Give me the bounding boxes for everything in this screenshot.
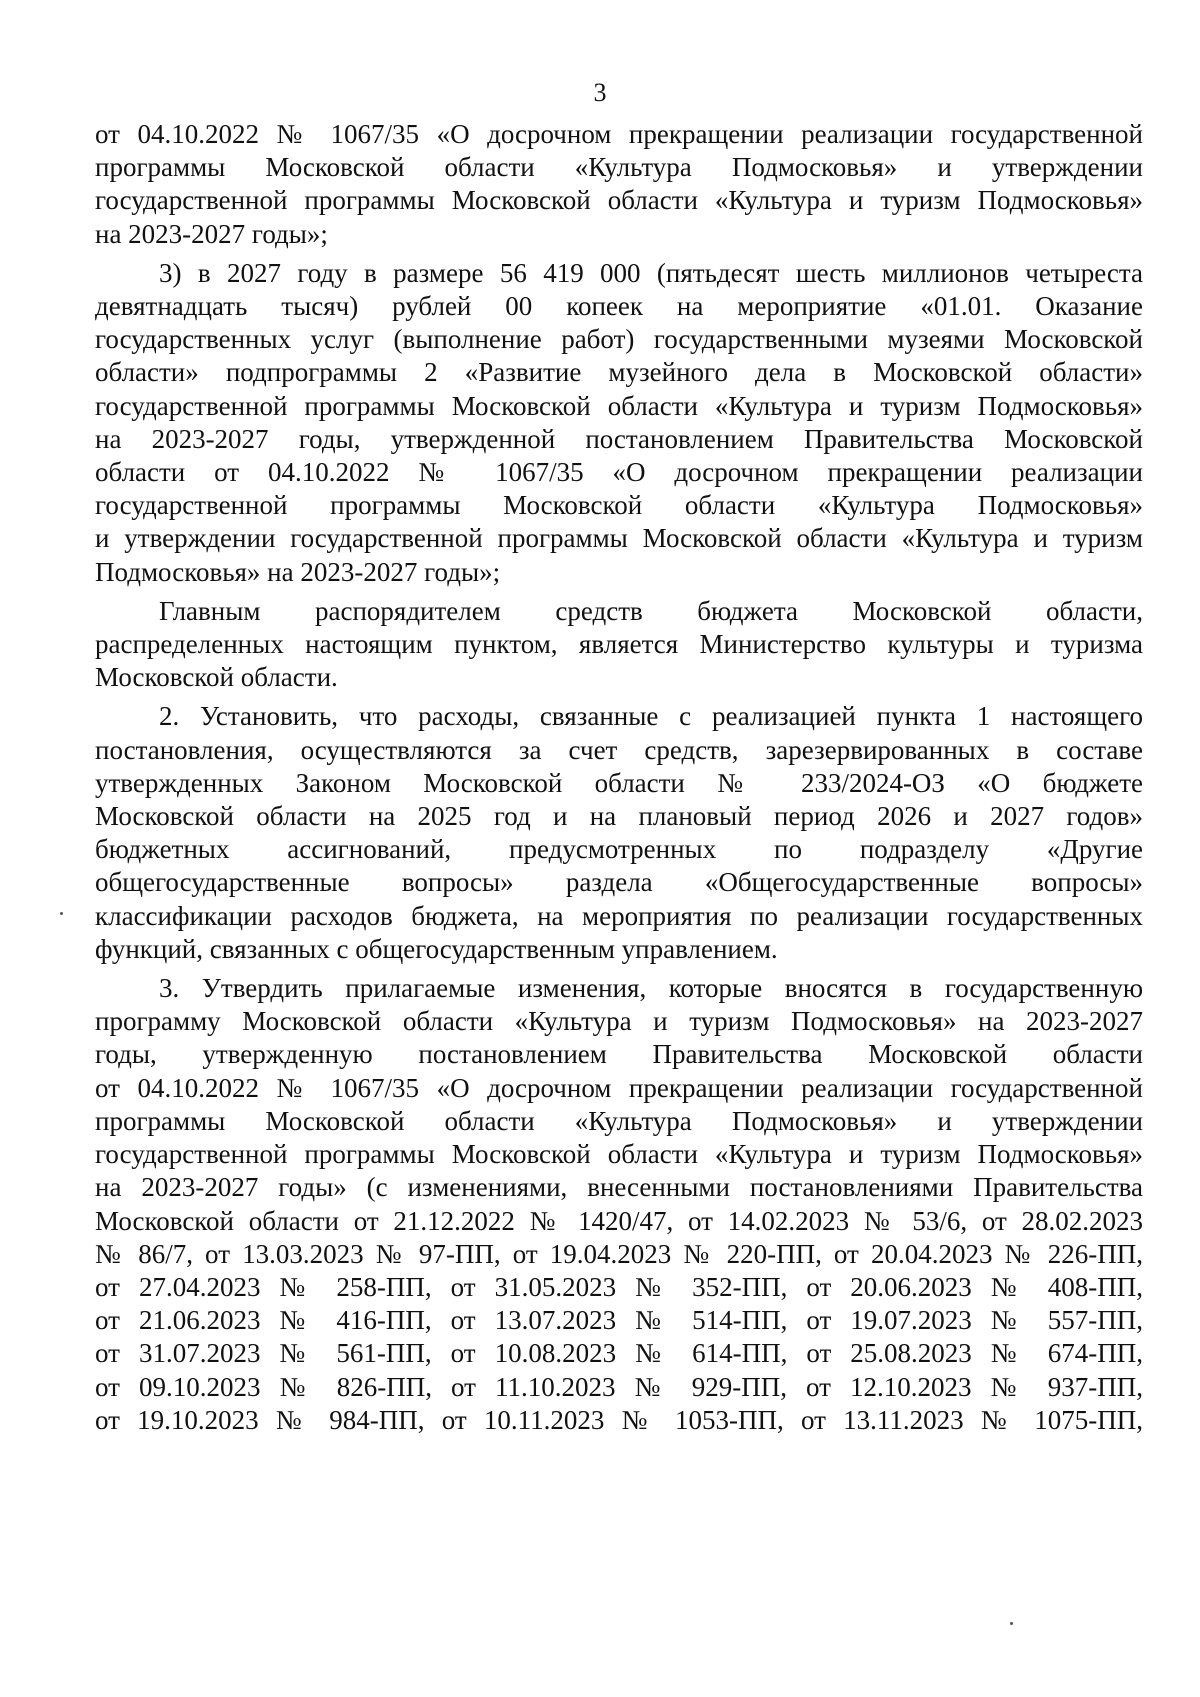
page-number: 3 <box>593 78 607 107</box>
text-line: постановления, осуществляются за счет средств, зарезервированных в составе <box>95 734 1143 765</box>
scan-speck <box>1010 1622 1013 1625</box>
paragraph-clause-3 <box>95 972 1143 1437</box>
text-line: государственных услуг (выполнение работ) государственными музеями Московской <box>95 324 1143 355</box>
text-line: на 2023-2027 годы» (с изменениями, внесенными постановлениями Правительства <box>95 1172 1143 1203</box>
text-line: от 09.10.2023 № 826-ПП, от 11.10.2023 № 929-ПП, от 12.10.2023 № 937-ПП, <box>95 1371 1143 1402</box>
paragraph-continuation <box>95 118 1143 251</box>
text-line: государственной программы Московской области «Культура и туризм Подмосковья» <box>95 1139 1143 1170</box>
text-line: на 2023-2027 годы»; <box>95 218 328 249</box>
paragraph-chief-administrator <box>95 595 1143 695</box>
text-line: на 2023-2027 годы, утвержденной постановлением Правительства Московской <box>95 423 1143 454</box>
text-line: 3) в 2027 году в размере 56 419 000 (пятьдесят шесть миллионов четыреста <box>159 257 1143 288</box>
text-line: программы Московской области «Культура Подмосковья» и утверждении <box>95 1105 1143 1136</box>
text-line: от 19.10.2023 № 984-ПП, от 10.11.2023 № 1053-ПП, от 13.11.2023 № 1075-ПП, <box>95 1404 1143 1435</box>
text-line: от 04.10.2022 № 1067/35 «О досрочном прекращении реализации государственной <box>95 119 1143 149</box>
text-line: распределенных настоящим пунктом, является Министерство культуры и туризма <box>95 629 1143 660</box>
text-line: бюджетных ассигнований, предусмотренных по подразделу «Другие <box>95 834 1143 865</box>
text-line: государственной программы Московской области «Культура Подмосковья» <box>95 490 1143 521</box>
text-line: от 31.07.2023 № 561-ПП, от 10.08.2023 № 614-ПП, от 25.08.2023 № 674-ПП, <box>95 1338 1143 1369</box>
text-line: Московской области на 2025 год и на плановый период 2026 и 2027 годов» <box>95 801 1143 832</box>
text-line: 3. Утвердить прилагаемые изменения, которые вносятся в государственную <box>159 973 1143 1004</box>
text-line: от 21.06.2023 № 416-ПП, от 13.07.2023 № 514-ПП, от 19.07.2023 № 557-ПП, <box>95 1305 1143 1336</box>
paragraph-clause-2 <box>95 700 1143 966</box>
paragraph-item-3 <box>95 257 1143 589</box>
text-line: программу Московской области «Культура и туризм Подмосковья» на 2023-2027 <box>95 1006 1143 1037</box>
text-line: № 86/7, от 13.03.2023 № 97-ПП, от 19.04.2023 № 220-ПП, от 20.04.2023 № 226-ПП, <box>95 1238 1143 1269</box>
text-line: Московской области. <box>95 662 338 693</box>
text-line: классификации расходов бюджета, на мероприятия по реализации государственных <box>95 900 1143 931</box>
text-line: от 04.10.2022 № 1067/35 «О досрочном прекращении реализации государственной <box>95 1072 1143 1103</box>
text-line: Московской области от 21.12.2022 № 1420/47, от 14.02.2023 № 53/6, от 28.02.2023 <box>95 1205 1143 1236</box>
text-line: государственной программы Московской области «Культура и туризм Подмосковья» <box>95 185 1143 216</box>
text-line: девятнадцать тысяч) рублей 00 копеек на мероприятие «01.01. Оказание <box>95 291 1143 322</box>
document-body <box>95 118 1143 1437</box>
text-line: области» подпрограммы 2 «Развитие музейного дела в Московской области» <box>95 357 1143 388</box>
text-line: утвержденных Законом Московской области № 233/2024-ОЗ «О бюджете <box>95 767 1143 798</box>
text-line: Главным распорядителем средств бюджета Московской области, <box>159 595 1143 626</box>
text-line: и утверждении государственной программы Московской области «Культура и туризм <box>95 523 1143 554</box>
scan-speck <box>60 912 63 915</box>
text-line: Подмосковья» на 2023-2027 годы»; <box>95 556 501 587</box>
text-line: от 27.04.2023 № 258-ПП, от 31.05.2023 № 352-ПП, от 20.06.2023 № 408-ПП, <box>95 1271 1143 1302</box>
text-line: программы Московской области «Культура Подмосковья» и утверждении <box>95 152 1143 183</box>
text-line: 2. Установить, что расходы, связанные с реализацией пункта 1 настоящего <box>159 701 1143 732</box>
text-line: государственной программы Московской области «Культура и туризм Подмосковья» <box>95 390 1143 421</box>
text-line: общегосударственные вопросы» раздела «Общегосударственные вопросы» <box>95 867 1143 898</box>
text-line: области от 04.10.2022 № 1067/35 «О досрочном прекращении реализации <box>95 457 1143 488</box>
text-line: функций, связанных с общегосударственным управлением. <box>95 933 778 964</box>
text-line: годы, утвержденную постановлением Правительства Московской области <box>95 1039 1143 1070</box>
